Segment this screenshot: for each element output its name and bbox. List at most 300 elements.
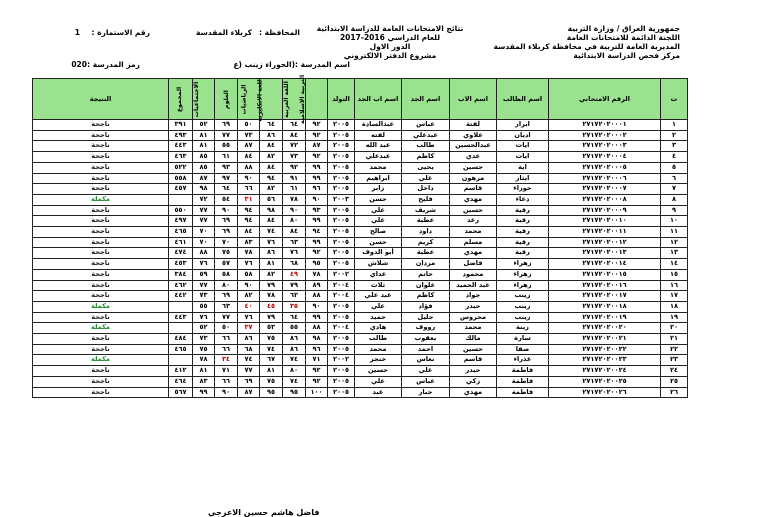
table-cell: ٥٣ — [260, 323, 283, 334]
table-cell: ٧٣ — [193, 334, 215, 345]
result-cell: مكملة — [33, 355, 169, 366]
result-cell: ناجحة — [33, 376, 169, 387]
table-cell: كاظم — [402, 152, 450, 163]
result-cell: ناجحة — [33, 184, 169, 195]
table-cell: ٤٦٣ — [169, 152, 193, 163]
table-cell: ٦٦ — [238, 184, 260, 195]
table-cell: ٥٥٠ — [169, 205, 193, 216]
column-header-label: الرياضيات — [240, 84, 248, 115]
table-cell: رقية — [497, 237, 549, 248]
table-cell: ٩٤ — [306, 227, 328, 238]
table-cell: جليل — [402, 312, 450, 323]
table-cell: ٢٠٠٥ — [328, 130, 355, 141]
table-cell: ٢٠٠٥ — [328, 205, 355, 216]
result-cell: ناجحة — [33, 366, 169, 377]
table-cell: عبد — [355, 387, 402, 398]
table-cell: مهدي — [450, 194, 497, 205]
table-cell: ٦٦ — [215, 334, 238, 345]
table-cell: سارة — [497, 334, 549, 345]
table-cell: ٩٦ — [306, 344, 328, 355]
table-cell: ٩٠ — [238, 173, 260, 184]
table-cell: ٢٠٠٥ — [328, 301, 355, 312]
table-cell: ٨٣ — [193, 376, 215, 387]
table-cell: ٤٤٣ — [169, 312, 193, 323]
table-cell: حسين — [355, 366, 402, 377]
table-cell: ٨٨ — [306, 291, 328, 302]
table-cell: ٩٠ — [215, 205, 238, 216]
table-cell: ٤٩٣ — [169, 130, 193, 141]
table-cell: ٤٥٧ — [169, 184, 193, 195]
table-row — [33, 259, 688, 270]
table-cell: عبد علي — [355, 291, 402, 302]
table-cell: زينب — [497, 301, 549, 312]
table-cell: ٢٠٠٥ — [328, 120, 355, 131]
table-cell: ٨٠ — [283, 366, 306, 377]
table-cell: داود — [402, 227, 450, 238]
table-cell: يعقوب — [402, 334, 450, 345]
table-cell: ٦١ — [215, 152, 238, 163]
column-header-label: الاجتماعيات — [192, 81, 200, 118]
table-cell: ٩٩ — [306, 173, 328, 184]
table-cell: ٧٨ — [260, 291, 283, 302]
school-info — [60, 60, 350, 72]
table-cell: ٢٠٠٥ — [328, 216, 355, 227]
table-cell: ٦٩ — [215, 227, 238, 238]
table-cell: ٥٢٢ — [169, 162, 193, 173]
table-cell: محروس — [450, 312, 497, 323]
table-cell: ٢٧١٧٢٠٢٠٠١٨ — [549, 301, 661, 312]
table-cell: حيدر — [450, 366, 497, 377]
result-cell: ناجحة — [33, 280, 169, 291]
title-line: للعام الدراسي 2016-2017 — [339, 33, 441, 42]
table-cell: ٢٠٠٥ — [328, 173, 355, 184]
table-cell: ٧٧ — [193, 216, 215, 227]
table-cell: ٦٩ — [215, 216, 238, 227]
table-cell: ٤ — [661, 152, 688, 163]
table-cell: ٩٤ — [260, 173, 283, 184]
table-cell: ٨٤ — [238, 152, 260, 163]
table-cell: ١٠ — [661, 216, 688, 227]
table-cell: محمد — [450, 227, 497, 238]
table-cell: عداي — [355, 269, 402, 280]
table-cell: جبار — [402, 387, 450, 398]
table-row — [33, 120, 688, 131]
table-cell: ٩٢ — [306, 366, 328, 377]
table-cell: مرهون — [450, 173, 497, 184]
table-cell: ٤٦٤ — [169, 376, 193, 387]
governorate-value: كربلاء المقدسة — [195, 28, 252, 37]
table-cell: ٢٧١٧٢٠٢٠٠٠٢ — [549, 130, 661, 141]
table-cell: ٦٤ — [260, 120, 283, 131]
table-cell: ٢١ — [661, 334, 688, 345]
table-cell: ٧٦ — [193, 259, 215, 270]
table-cell: ١٨ — [661, 301, 688, 312]
table-cell: ٧٤ — [260, 344, 283, 355]
title-line: مشروع الدفتر الالكتروني — [343, 51, 437, 60]
table-cell: ٢٧١٧٢٠٢٠٠٢٢ — [549, 344, 661, 355]
table-cell: ٢٧١٧٢٠٢٠٠٢٥ — [549, 376, 661, 387]
table-cell: ٩٨ — [260, 205, 283, 216]
column-header-label: المجموع — [175, 86, 183, 113]
table-cell: ٧٩ — [260, 312, 283, 323]
table-row — [33, 216, 688, 227]
table-cell: ١٦ — [661, 280, 688, 291]
table-cell: ٨٨ — [306, 323, 328, 334]
table-cell: محمد — [450, 323, 497, 334]
table-cell: ٢٧١٧٢٠٢٠٠١٦ — [549, 280, 661, 291]
table-cell: صالح — [355, 227, 402, 238]
result-cell: ناجحة — [33, 291, 169, 302]
table-row — [33, 334, 688, 345]
table-cell — [169, 301, 193, 312]
table-cell: عباس — [402, 376, 450, 387]
table-cell: ٨٠ — [283, 216, 306, 227]
table-cell: ٧٢ — [193, 194, 215, 205]
table-cell: مسلم — [450, 237, 497, 248]
table-cell: ٨٥ — [193, 152, 215, 163]
table-cell: ٢٧١٧٢٠٢٠٠١٠ — [549, 216, 661, 227]
result-cell: مكملة — [33, 323, 169, 334]
table-cell: ٧٥ — [260, 334, 283, 345]
result-cell: ناجحة — [33, 312, 169, 323]
table-cell: ٩٢ — [306, 120, 328, 131]
table-cell: ٩٩ — [306, 162, 328, 173]
table-cell: ٢٧١٧٢٠٢٠٠٢١ — [549, 334, 661, 345]
table-cell: ٢٧١٧٢٠٢٠٠١٥ — [549, 269, 661, 280]
table-cell: ايثار — [497, 173, 549, 184]
table-cell: ٢٧١٧٢٠٢٠٠١١ — [549, 227, 661, 238]
table-cell: ٦٦ — [215, 376, 238, 387]
table-cell: عبدعلي — [355, 152, 402, 163]
result-cell: ناجحة — [33, 120, 169, 131]
table-row — [33, 152, 688, 163]
table-cell: علي — [402, 366, 450, 377]
table-cell: ٨٨ — [193, 248, 215, 259]
table-cell: فاطمة — [497, 376, 549, 387]
table-cell: ١٩ — [661, 312, 688, 323]
table-cell: ٢٠٠٥ — [328, 366, 355, 377]
table-cell: ٢٤ — [661, 366, 688, 377]
column-header: ت — [661, 79, 688, 120]
result-cell: ناجحة — [33, 173, 169, 184]
table-cell: ٥ — [661, 162, 688, 173]
table-cell: عدي — [450, 152, 497, 163]
school-name-value: (الحوراء زينب (ع — [233, 60, 295, 69]
table-cell: ٤٠ — [238, 301, 260, 312]
table-cell: ٦٩ — [215, 291, 238, 302]
table-cell: عطية — [402, 216, 450, 227]
table-cell: زابر — [355, 184, 402, 195]
table-cell: شلاش — [355, 259, 402, 270]
column-header-label: اللغة الانكليزية — [256, 77, 264, 122]
table-cell: ٤٤٢ — [169, 291, 193, 302]
table-cell: ٢٠٠٥ — [328, 387, 355, 398]
table-cell: ٩٦ — [306, 184, 328, 195]
table-cell: زهراء — [497, 269, 549, 280]
table-cell: ٧٠ — [193, 237, 215, 248]
table-cell: ٩٧ — [215, 173, 238, 184]
table-row — [33, 237, 688, 248]
table-cell: ٧٥ — [260, 376, 283, 387]
column-header: اسم الطالب — [497, 79, 549, 120]
table-header-row — [33, 79, 688, 120]
table-cell: ٩٠ — [283, 205, 306, 216]
table-cell: محمد — [355, 344, 402, 355]
column-header — [169, 79, 193, 120]
table-cell: ٢٠٠٥ — [328, 141, 355, 152]
table-cell: ٨٧ — [306, 141, 328, 152]
table-cell: ٩٣ — [215, 162, 238, 173]
table-cell: ٥٥ — [283, 323, 306, 334]
result-cell: ناجحة — [33, 248, 169, 259]
table-cell: ٢٠٠٥ — [328, 344, 355, 355]
table-cell — [169, 194, 193, 205]
table-cell: ٧٥ — [215, 248, 238, 259]
table-cell: ٨٢ — [238, 291, 260, 302]
table-cell: مردان — [402, 259, 450, 270]
table-row — [33, 269, 688, 280]
table-cell: ٧٧ — [193, 280, 215, 291]
table-cell: ٣ — [661, 141, 688, 152]
table-cell: ٢٠٠٣ — [328, 194, 355, 205]
result-cell: ناجحة — [33, 205, 169, 216]
table-cell: مهدي — [450, 248, 497, 259]
table-cell: ٦٢ — [283, 291, 306, 302]
table-cell: ٢٧١٧٢٠٢٠٠١٧ — [549, 291, 661, 302]
table-cell: ٣١ — [238, 194, 260, 205]
table-cell: ٤٩٧ — [169, 216, 193, 227]
school-code-value: 020 — [71, 60, 87, 69]
table-cell: ٦٤ — [215, 184, 238, 195]
ministry-line: مركز فحص الدراسة الابتدائية — [573, 51, 680, 60]
table-cell: فاطمة — [497, 366, 549, 377]
table-cell: علوان — [402, 280, 450, 291]
table-cell: رقية — [497, 216, 549, 227]
table-cell: حسين — [450, 344, 497, 355]
table-cell: ٨١ — [193, 130, 215, 141]
table-cell: علاوي — [450, 130, 497, 141]
table-cell: ٧٠ — [193, 227, 215, 238]
table-row — [33, 376, 688, 387]
table-cell: علي — [402, 173, 450, 184]
table-cell: ٦٤ — [283, 312, 306, 323]
column-header: اسم الجد — [402, 79, 450, 120]
table-cell: ١٧ — [661, 291, 688, 302]
table-cell: ٩ — [661, 205, 688, 216]
table-cell: ٩٩ — [306, 237, 328, 248]
table-cell: قاسم — [450, 355, 497, 366]
table-cell: ٩٨ — [306, 334, 328, 345]
table-cell: كريم — [402, 237, 450, 248]
table-cell: ٢٧١٧٢٠٢٠٠١٩ — [549, 312, 661, 323]
table-cell: أبو الدوف — [355, 248, 402, 259]
table-cell: فؤاد — [402, 301, 450, 312]
table-cell: ٧٣ — [238, 130, 260, 141]
table-cell: ٩٠ — [306, 194, 328, 205]
table-cell: ١ — [661, 120, 688, 131]
signature: فاضل هاشم حسين الاعرجي — [208, 508, 320, 517]
form-info — [60, 28, 300, 38]
column-header: اسم اب الجد — [355, 79, 402, 120]
table-cell: ٢٠٠٥ — [328, 152, 355, 163]
table-cell: ٩٣ — [306, 205, 328, 216]
table-cell: ٧٦ — [238, 312, 260, 323]
table-cell: ٤١٢ — [169, 366, 193, 377]
table-cell: ٦ — [661, 173, 688, 184]
table-cell: حسن — [355, 194, 402, 205]
form-label: رقم الاستمارة : — [91, 28, 150, 37]
table-cell: ٥٩ — [193, 269, 215, 280]
table-cell: زهراء — [497, 280, 549, 291]
table-cell: ٢٠٠٥ — [328, 248, 355, 259]
table-cell: ٨١ — [193, 141, 215, 152]
column-header — [215, 79, 238, 120]
table-row — [33, 173, 688, 184]
table-cell: مالك — [450, 334, 497, 345]
table-cell: كاظم — [402, 291, 450, 302]
table-cell: رقية — [497, 227, 549, 238]
table-cell: ٦٩ — [215, 120, 238, 131]
table-cell: زينة — [497, 323, 549, 334]
column-header: التولد — [328, 79, 355, 120]
table-row — [33, 194, 688, 205]
table-cell: ٩٩ — [193, 387, 215, 398]
result-cell: ناجحة — [33, 162, 169, 173]
table-row — [33, 184, 688, 195]
table-cell: رووف — [402, 323, 450, 334]
table-row — [33, 323, 688, 334]
table-cell: علي — [355, 376, 402, 387]
table-cell: ٢٠٠٤ — [328, 323, 355, 334]
table-cell — [169, 355, 193, 366]
column-header — [193, 79, 215, 120]
table-cell: ٦٣ — [215, 301, 238, 312]
table-cell: ١١ — [661, 227, 688, 238]
table-cell: ٨٣ — [238, 237, 260, 248]
table-cell: ٨٦ — [283, 334, 306, 345]
table-cell: ٤٧٤ — [169, 248, 193, 259]
table-cell: اية — [497, 162, 549, 173]
table-cell: ابرار — [497, 120, 549, 131]
table-cell: ٤٦١ — [169, 237, 193, 248]
table-cell — [169, 323, 193, 334]
table-cell: ٢٠٠٥ — [328, 376, 355, 387]
table-cell: قاسم — [450, 184, 497, 195]
table-cell: ٨٥ — [193, 162, 215, 173]
table-cell: ٧٢ — [283, 141, 306, 152]
table-cell: عبدالسادة — [355, 120, 402, 131]
table-cell: ٥٦٧ — [169, 387, 193, 398]
table-cell: ٤٦٥ — [169, 344, 193, 355]
table-cell: ٦٦ — [215, 344, 238, 355]
table-cell: ٧٥ — [193, 344, 215, 355]
table-cell: ٢٧١٧٢٠٢٠٠٢٤ — [549, 366, 661, 377]
table-cell: ٢٠٠٥ — [328, 334, 355, 345]
table-cell: ٩٥ — [260, 387, 283, 398]
table-cell: ٧٧ — [215, 130, 238, 141]
table-cell: ٨٤ — [260, 216, 283, 227]
table-cell: ٨٧ — [238, 141, 260, 152]
table-cell: محمود — [450, 269, 497, 280]
table-cell: ٥٠ — [215, 323, 238, 334]
table-cell: ٧٧ — [215, 312, 238, 323]
table-cell: حميد — [355, 312, 402, 323]
table-cell: ٥٦ — [260, 194, 283, 205]
table-cell: ٨١ — [260, 366, 283, 377]
table-cell: عبد الله — [355, 141, 402, 152]
table-cell: ٧٣ — [283, 152, 306, 163]
title-line: نتائج الامتحانات العامة للدراسة الابتدائية — [316, 24, 464, 33]
ministry-line: المديرية العامة للتربية في محافظة كربلاء المقدسة — [493, 42, 680, 51]
table-cell: ٩٢ — [283, 162, 306, 173]
table-cell: ٦٧ — [260, 355, 283, 366]
table-cell: اديان — [497, 130, 549, 141]
table-cell: عطية — [402, 248, 450, 259]
table-cell: ٨٠ — [215, 280, 238, 291]
table-cell: ٢٧١٧٢٠٢٠٠٢٠ — [549, 323, 661, 334]
table-cell: ٨٤ — [260, 162, 283, 173]
table-cell: ٩٥ — [306, 259, 328, 270]
result-cell: ناجحة — [33, 269, 169, 280]
table-cell: ٢٠٠٤ — [328, 280, 355, 291]
table-cell: ٢٥ — [661, 376, 688, 387]
table-cell: ٤٦٢ — [169, 280, 193, 291]
table-cell: ٤٩ — [283, 269, 306, 280]
table-cell: ٨٦ — [238, 334, 260, 345]
table-cell: خنجر — [355, 355, 402, 366]
table-cell: رقية — [497, 205, 549, 216]
table-cell: ٢٧١٧٢٠٢٠٠٠٤ — [549, 152, 661, 163]
results-table — [32, 74, 688, 398]
table-cell: ٥٢ — [193, 120, 215, 131]
table-cell: عباس — [402, 120, 450, 131]
table-cell: ٨١ — [260, 259, 283, 270]
table-cell: فليح — [402, 194, 450, 205]
table-cell: ٥٠ — [238, 120, 260, 131]
table-cell: ٧٩ — [260, 280, 283, 291]
table-cell: ٩٠ — [215, 387, 238, 398]
table-cell: ٧٦ — [260, 237, 283, 248]
table-cell: ٥٢ — [193, 323, 215, 334]
table-cell: ٦٣ — [283, 237, 306, 248]
table-cell: ٧٦ — [283, 248, 306, 259]
table-row — [33, 301, 688, 312]
table-cell: ٥٨ — [238, 269, 260, 280]
table-cell: ٨٤ — [260, 141, 283, 152]
table-cell: ٨٨ — [238, 162, 260, 173]
table-cell: ٧٤ — [238, 355, 260, 366]
table-row — [33, 141, 688, 152]
table-cell: ٩٢ — [306, 130, 328, 141]
table-cell: عبد الحميد — [450, 280, 497, 291]
table-cell: حيدر — [450, 301, 497, 312]
school-code-label: رمز المدرسة : — [87, 60, 140, 69]
table-cell: ٨٤ — [238, 227, 260, 238]
result-cell: ناجحة — [33, 334, 169, 345]
table-cell: ٤٦٥ — [169, 227, 193, 238]
table-cell: ١٢ — [661, 237, 688, 248]
table-cell: ٢٠٠٢ — [328, 355, 355, 366]
table-cell: ٩٥ — [283, 387, 306, 398]
table-cell: ٧٨ — [283, 194, 306, 205]
table-cell: عذراء — [497, 355, 549, 366]
table-cell: جواد — [450, 291, 497, 302]
table-cell: ٩٤ — [238, 216, 260, 227]
table-cell: ٨٦ — [260, 130, 283, 141]
table-cell: ٨٧ — [238, 387, 260, 398]
table-cell: زينب — [497, 312, 549, 323]
table-cell: ٢٧١٧٢٠٢٠٠٠٩ — [549, 205, 661, 216]
